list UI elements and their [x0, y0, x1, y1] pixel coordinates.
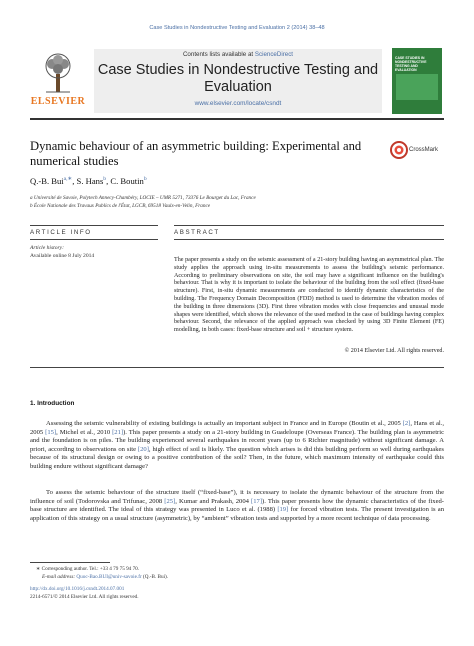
- abstract-rule-bottom: [174, 239, 444, 240]
- abstract-heading: ABSTRACT: [174, 229, 220, 236]
- intro-paragraph-2: [30, 489, 444, 523]
- citation-link[interactable]: [20]: [137, 445, 149, 453]
- paragraph-text: To assess the seismic behaviour of the structure itself (“fixed-base”), it is necessary to isolate the dynamic behaviour of the structure from the influence of soil (Todorovska and Trifunac, 2008: [30, 489, 444, 505]
- sciencedirect-link[interactable]: ScienceDirect: [254, 51, 294, 58]
- article-history-label: Article history:: [30, 245, 65, 251]
- paragraph-text: ). This paper presents a study on a 21-story building in Guadeloupe (Overseas France). The building plan is asymmetric and the foundation is on piles. The building experienced several earthquakes in recent years (up to 6 Richter magnitude) without significant damage. A priori, according to observations on site: [30, 428, 444, 453]
- citation-link[interactable]: [21]: [112, 428, 124, 436]
- footnote-rule: [30, 562, 110, 563]
- journal-title: Case Studies in Nondestructive Testing and Evaluation: [97, 62, 379, 95]
- paragraph-text: , Michel et al., 2010: [56, 428, 113, 436]
- paragraph-text: ). This paper presents how the dynamic characteristics of the fixed-base structure are identified. The ideal of this strategy was presented in Luco et al. (1988): [30, 497, 444, 514]
- abstract-copyright: © 2014 Elsevier Ltd. All rights reserved.: [344, 348, 444, 354]
- author-affiliation-marker[interactable]: b: [103, 176, 107, 183]
- section-heading-introduction: 1. Introduction: [30, 400, 75, 407]
- author-name[interactable]: Q.-B. Bui: [30, 176, 64, 186]
- abstract-rule-top: [174, 225, 444, 226]
- affiliation-b: b École Nationale des Travaux Publics de l'État, LGCB, 69518 Vaulx-en-Velin, France: [30, 203, 211, 209]
- paragraph-text: , high effect of soil is likely. The question which arises is did this building perform so well during earthquakes because of its structural design or owing to a positive contribution of the soil? Then, in the future, which maximum intensity of earthquake could this building endure without significant damage?: [30, 445, 444, 470]
- citation-link[interactable]: [19]: [277, 506, 289, 514]
- elsevier-tree-icon: [38, 52, 78, 94]
- doi-text[interactable]: http://dx.doi.org/10.1016/j.csndt.2014.07.001: [30, 586, 125, 592]
- author-name[interactable]: C. Boutin: [110, 176, 144, 186]
- abstract-text: The paper presents a study on the seismic assessment of a 21-story building having an asymmetrical plan. The study applies the approach using in-situ measurements to assess the building's seismic performance. According to preliminary observations on site, the soil may have a significant influence on the building's behaviour. That is why it is important to isolate the behaviour of the building from the soil effect (fixed-base structure). First, in-situ dynamic measurements are conducted to identify dynamic characteristics of the building. The Frequency Domain Decomposition (FDD) method is used to determine the vibration modes of the building in three dimensions (3D). First three vibration modes with close frequencies and unusual mode shapes were identified, which shows the relevance of the used method in the case of buildings having complex behaviour. Second, the relevance of the applied approach was checked by using 3D Finite Element (FE) modelling, in both cases: fixed-base structure and soil + structure system.: [174, 257, 444, 334]
- paragraph-text: for forced vibration tests. The present investigation is an application of this strategy on a usual structure (asymmetric), by “ambient” vibration tests and supported by a more recent technique of data processing.: [30, 506, 444, 522]
- paragraph-text: , Hans et al., 2005: [30, 420, 444, 436]
- author-separator: ,: [106, 176, 111, 186]
- contents-prefix: Contents lists available at: [182, 51, 255, 58]
- citation-link[interactable]: [25]: [164, 497, 176, 505]
- issn-line: 2214-6571/© 2014 Elsevier Ltd. All rights reserved.: [30, 594, 139, 600]
- contents-line: [94, 51, 382, 58]
- article-info-heading: ARTICLE INFO: [30, 229, 92, 236]
- author-affiliation-marker[interactable]: b: [143, 176, 147, 183]
- paragraph-text: Assessing the seismic vulnerability of existing buildings is actually an important subject in France and in Europe (Boutin et al., 2005: [46, 420, 403, 427]
- header-divider: [30, 118, 444, 120]
- journal-citation-line[interactable]: Case Studies in Nondestructive Testing and Evaluation 2 (2014) 38–48: [149, 25, 325, 31]
- email-label: E-mail address:: [42, 574, 77, 580]
- citation-link[interactable]: [17]: [251, 497, 263, 505]
- email-line: [42, 574, 168, 580]
- crossmark-label: CrossMark: [409, 147, 439, 153]
- author-affiliation-marker[interactable]: a,∗: [63, 176, 73, 183]
- author-separator: ,: [72, 176, 77, 186]
- affiliation-a: a Université de Savoie, Polytech Annecy-Chambéry, LOCIE – UMR 5271, 73376 Le Bourget du Lac, France: [30, 195, 256, 201]
- paragraph-text: , Kumar and Prakash, 2004: [175, 497, 252, 505]
- intro-paragraph-1: [30, 420, 444, 472]
- author-list: [30, 176, 147, 186]
- abstract-end-rule: [30, 367, 444, 368]
- elsevier-wordmark: ELSEVIER: [30, 96, 86, 107]
- author-name[interactable]: S. Hans: [76, 176, 104, 186]
- crossmark-icon: [390, 141, 408, 159]
- journal-cover-image: [396, 74, 438, 100]
- citation-link[interactable]: [2]: [402, 420, 411, 427]
- article-info-rule-top: [30, 225, 158, 226]
- corresponding-author-note: ∗ Corresponding author. Tel.: +33 4 79 75 94 70.: [36, 566, 140, 572]
- email-suffix: (Q.-B. Bui).: [141, 574, 169, 580]
- doi-link[interactable]: [30, 586, 124, 592]
- citation-link[interactable]: [15]: [45, 428, 57, 436]
- article-info-rule-bottom: [30, 239, 158, 240]
- journal-cover-title: CASE STUDIES IN NONDESTRUCTIVE TESTING AND EVALUATION: [395, 56, 427, 72]
- paper-title: Dynamic behaviour of an asymmetric building: Experimental and numerical studies: [30, 139, 362, 168]
- available-online-date: Available online 8 July 2014: [30, 253, 95, 259]
- email-link[interactable]: Quoc-Bao.BUI@univ-savoie.fr: [76, 574, 142, 580]
- journal-url-link[interactable]: www.elsevier.com/locate/csndt: [194, 100, 282, 107]
